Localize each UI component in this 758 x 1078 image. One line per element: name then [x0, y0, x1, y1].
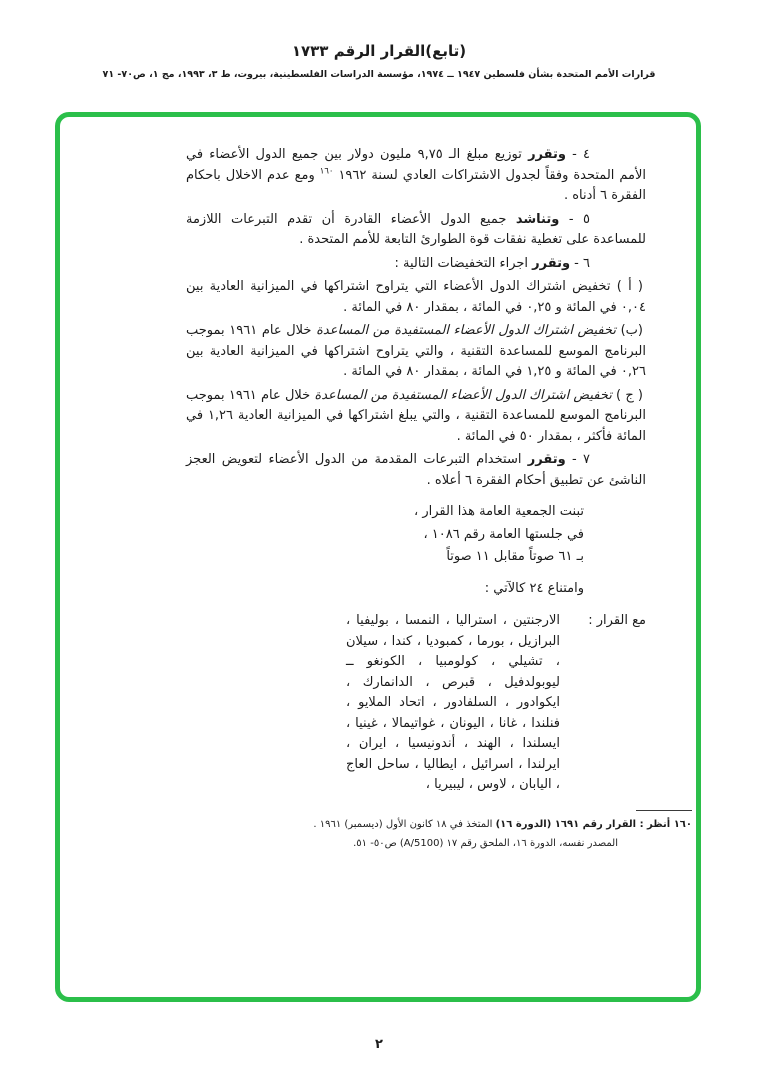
- text-segment: ٥ -: [559, 211, 590, 227]
- text-segment: وتقرر: [532, 255, 571, 271]
- source-line: قرارات الأمم المتحدة بشأن فلسطين ١٩٤٧ ــ ١٩٧٤، مؤسسة الدراسات الفلسطينية، بيروت، ط ٣، ١٩٩٣، مج ١، ص٧٠- ٧١: [102, 69, 656, 80]
- text-segment: وامتناع ٢٤ كالآتي :: [484, 580, 584, 596]
- text-segment: ٧ -: [565, 452, 590, 467]
- footnote: [186, 817, 692, 833]
- paragraph: [186, 386, 646, 448]
- text-segment: وتقرر: [528, 147, 566, 162]
- page-title: (تابع)القرار الرقم ١٧٣٣: [291, 42, 467, 60]
- document-header: [0, 42, 758, 80]
- vote-countries: [346, 611, 560, 796]
- vote-label: مع القرار :: [588, 613, 646, 628]
- text-segment: تخفيض اشتراك الدول الأعضاء المستفيدة من المساعدة: [316, 323, 616, 338]
- footnote: [186, 836, 618, 852]
- text-segment: ومع عدم الاخلال باحكام الفقرة ٦ أدناه .: [186, 167, 646, 203]
- paragraph: [186, 254, 646, 275]
- text-segment: المصدر نفسه، الدورة ١٦، الملحق رقم ١٧ (A/5100) ص٥٠- ٥١.: [353, 838, 618, 849]
- text-segment: ( أ ) تخفيض اشتراك الدول الأعضاء التي يتراوح اشتراكها في الميزانية العادية بين ٠,٠٤ في المائة و ٠,٢٥ في المائة ، بمقدار ٨٠ في المائة .: [186, 279, 646, 315]
- text-segment: تبنت الجمعية العامة هذا القرار ،: [414, 504, 584, 519]
- footnote-marker: ١٦٠: [319, 166, 334, 177]
- document-body: [186, 145, 646, 796]
- text-segment: تخفيض اشتراك الدول الأعضاء المستفيدة من المساعدة: [314, 387, 612, 403]
- text-segment: ٤ -: [565, 147, 590, 162]
- text-segment: ( ج ): [611, 387, 643, 403]
- paragraph: [186, 145, 646, 207]
- content-box: [55, 112, 701, 1002]
- text-segment: المتخذ في ١٨ كانون الأول (ديسمبر) ١٩٦١ .: [313, 818, 496, 830]
- footnotes: [186, 817, 692, 852]
- text-segment: وتناشد: [515, 211, 560, 227]
- paragraph: [186, 579, 584, 600]
- text-segment: اجراء التخفيضات التالية :: [394, 255, 533, 271]
- text-segment: ١٦٠: [670, 818, 692, 830]
- paragraph: [186, 502, 584, 523]
- text-segment: ٦ -: [570, 255, 590, 271]
- text-segment: (ب): [616, 323, 643, 338]
- footnote-separator: [636, 810, 692, 811]
- text-segment: خلال عام ١٩٦١ بموجب البرنامج الموسع للمساعدة التقنية ، والتي يتراوح اشتراكها في الميزانية العادية بين ٠,٢٦ في المائة و ١,٢٥ في المائة ، بمقدار ٨٠ في المائة .: [186, 323, 646, 379]
- vote-list: [186, 611, 646, 796]
- page-number: ٢: [375, 1037, 383, 1052]
- text-segment: الارجنتين ، استراليا ، النمسا ، بوليفيا ، البرازيل ، بورما ، كمبوديا ، كندا ، سيلان ، تشيلي ، كولومبيا ، الكونغو ــ ليوبولدفيل ، قبرص ، الدانمارك ، ايكوادور ، السلفادور ، اتحاد الملايو ، فنلندا ، غانا ، اليونان ، غواتيمالا ، غينيا ، ايسلندا ، الهند ، أندونيسيا ، ايران ، ايرلندا ، اسرائيل ، ايطاليا ، ساحل العاج ، اليابان ، لاوس ، ليبيريا ،: [346, 613, 560, 792]
- paragraph: [186, 547, 584, 568]
- text-segment: استخدام التبرعات المقدمة من الدول الأعضاء لتعويض العجز الناشئ عن تطبيق أحكام الفقرة ٦ أعلاه .: [186, 452, 646, 488]
- text-segment: في جلستها العامة رقم ١٠٨٦ ،: [423, 526, 584, 542]
- paragraph: [186, 210, 646, 251]
- text-segment: توزيع مبلغ الـ ٩,٧٥ مليون دولار بين جميع الدول الأعضاء في الأمم المتحدة وفقاً لجدول الاشتراكات العادي لسنة ١٩٦٢: [186, 147, 647, 183]
- text-segment: وتقرر: [527, 452, 566, 467]
- text-segment: بـ ٦١ صوتاً مقابل ١١ صوتاً: [446, 549, 584, 564]
- text-segment: خلال عام ١٩٦١ بموجب البرنامج الموسع للمساعدة التقنية ، والتي يبلغ اشتراكها في الميزانية العادية ١,٢٦ في المائة فأكثر ، بمقدار ٥٠ في المائة .: [186, 387, 646, 444]
- paragraph: [186, 525, 584, 546]
- paragraph: [186, 321, 646, 383]
- paragraph: [186, 450, 646, 491]
- text-segment: أنظر : القرار رقم ١٦٩١ (الدورة ١٦): [495, 818, 671, 830]
- text-segment: جميع الدول الأعضاء القادرة أن تقدم التبرعات اللازمة للمساعدة على تغطية نفقات قوة الطوارئ التابعة للأمم المتحدة .: [186, 211, 646, 247]
- paragraph: [186, 277, 646, 318]
